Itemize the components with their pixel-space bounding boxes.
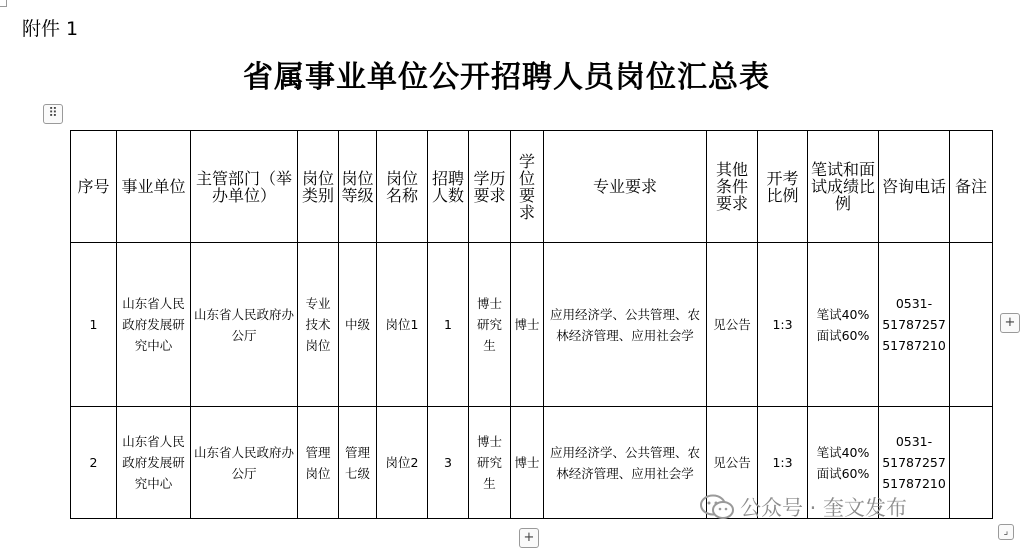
table-cell[interactable]: 管理七级 xyxy=(339,407,377,519)
wechat-icon xyxy=(700,494,734,520)
table-cell[interactable]: 岗位2 xyxy=(377,407,428,519)
table-cell[interactable]: 应用经济学、公共管理、农林经济管理、应用社会学 xyxy=(544,243,707,407)
table-cell[interactable]: 山东省人民政府发展研究中心 xyxy=(117,407,191,519)
table-cell[interactable]: 博士研究生 xyxy=(469,243,511,407)
document-title: 省属事业单位公开招聘人员岗位汇总表 xyxy=(243,60,770,95)
table-resize-handle-icon[interactable]: ⌟ xyxy=(998,524,1014,540)
table-cell[interactable]: 1 xyxy=(71,243,117,407)
table-cell[interactable]: 山东省人民政府发展研究中心 xyxy=(117,243,191,407)
table-cell[interactable]: 0531- 51787257 51787210 xyxy=(879,407,950,519)
header-cell: 学历要求 xyxy=(469,131,511,243)
table-cell[interactable]: 2 xyxy=(71,407,117,519)
positions-table xyxy=(70,130,993,519)
header-cell: 事业单位 xyxy=(117,131,191,243)
table-cell[interactable]: 博士 xyxy=(511,407,544,519)
watermark xyxy=(700,492,907,522)
header-cell: 笔试和面试成绩比例 xyxy=(808,131,879,243)
table-cell[interactable]: 博士研究生 xyxy=(469,407,511,519)
header-cell: 咨询电话 xyxy=(879,131,950,243)
header-cell: 其他条件要求 xyxy=(707,131,758,243)
header-cell: 开考比例 xyxy=(758,131,808,243)
table-cell[interactable] xyxy=(950,407,993,519)
table-cell[interactable] xyxy=(950,243,993,407)
table-cell[interactable]: 1:3 xyxy=(758,407,808,519)
header-cell: 序号 xyxy=(71,131,117,243)
table-cell[interactable]: 应用经济学、公共管理、农林经济管理、应用社会学 xyxy=(544,407,707,519)
header-cell: 备注 xyxy=(950,131,993,243)
header-cell: 岗位名称 xyxy=(377,131,428,243)
table-cell[interactable]: 见公告 xyxy=(707,243,758,407)
add-column-button[interactable]: + xyxy=(1000,313,1020,333)
header-cell: 岗位等级 xyxy=(339,131,377,243)
table-cell[interactable]: 管理岗位 xyxy=(298,407,339,519)
add-row-button[interactable]: + xyxy=(519,528,539,548)
table-cell[interactable]: 博士 xyxy=(511,243,544,407)
table-cell[interactable]: 山东省人民政府办公厅 xyxy=(191,243,298,407)
watermark-text: 公众号 · 奎文发布 xyxy=(740,496,908,520)
table-cell[interactable]: 笔试40% 面试60% xyxy=(808,243,879,407)
page-corner-mark xyxy=(0,0,7,7)
table-header-row xyxy=(71,131,993,243)
table-cell[interactable]: 见公告 xyxy=(707,407,758,519)
table-cell[interactable]: 3 xyxy=(428,407,469,519)
table-cell[interactable]: 1:3 xyxy=(758,243,808,407)
table-cell[interactable]: 笔试40% 面试60% xyxy=(808,407,879,519)
header-cell: 招聘人数 xyxy=(428,131,469,243)
header-cell: 主管部门（举办单位） xyxy=(191,131,298,243)
table-cell[interactable]: 中级 xyxy=(339,243,377,407)
table-cell[interactable]: 山东省人民政府办公厅 xyxy=(191,407,298,519)
table-cell[interactable]: 岗位1 xyxy=(377,243,428,407)
header-cell: 专业要求 xyxy=(544,131,707,243)
table-row xyxy=(71,243,993,407)
table-cell[interactable]: 0531- 51787257 51787210 xyxy=(879,243,950,407)
table-cell[interactable]: 专业技术岗位 xyxy=(298,243,339,407)
header-cell: 学位要求 xyxy=(511,131,544,243)
attachment-label: 附件 1 xyxy=(22,18,79,40)
table-cell[interactable]: 1 xyxy=(428,243,469,407)
header-cell: 岗位类别 xyxy=(298,131,339,243)
table-move-handle-icon[interactable]: ⠿ xyxy=(43,104,63,124)
